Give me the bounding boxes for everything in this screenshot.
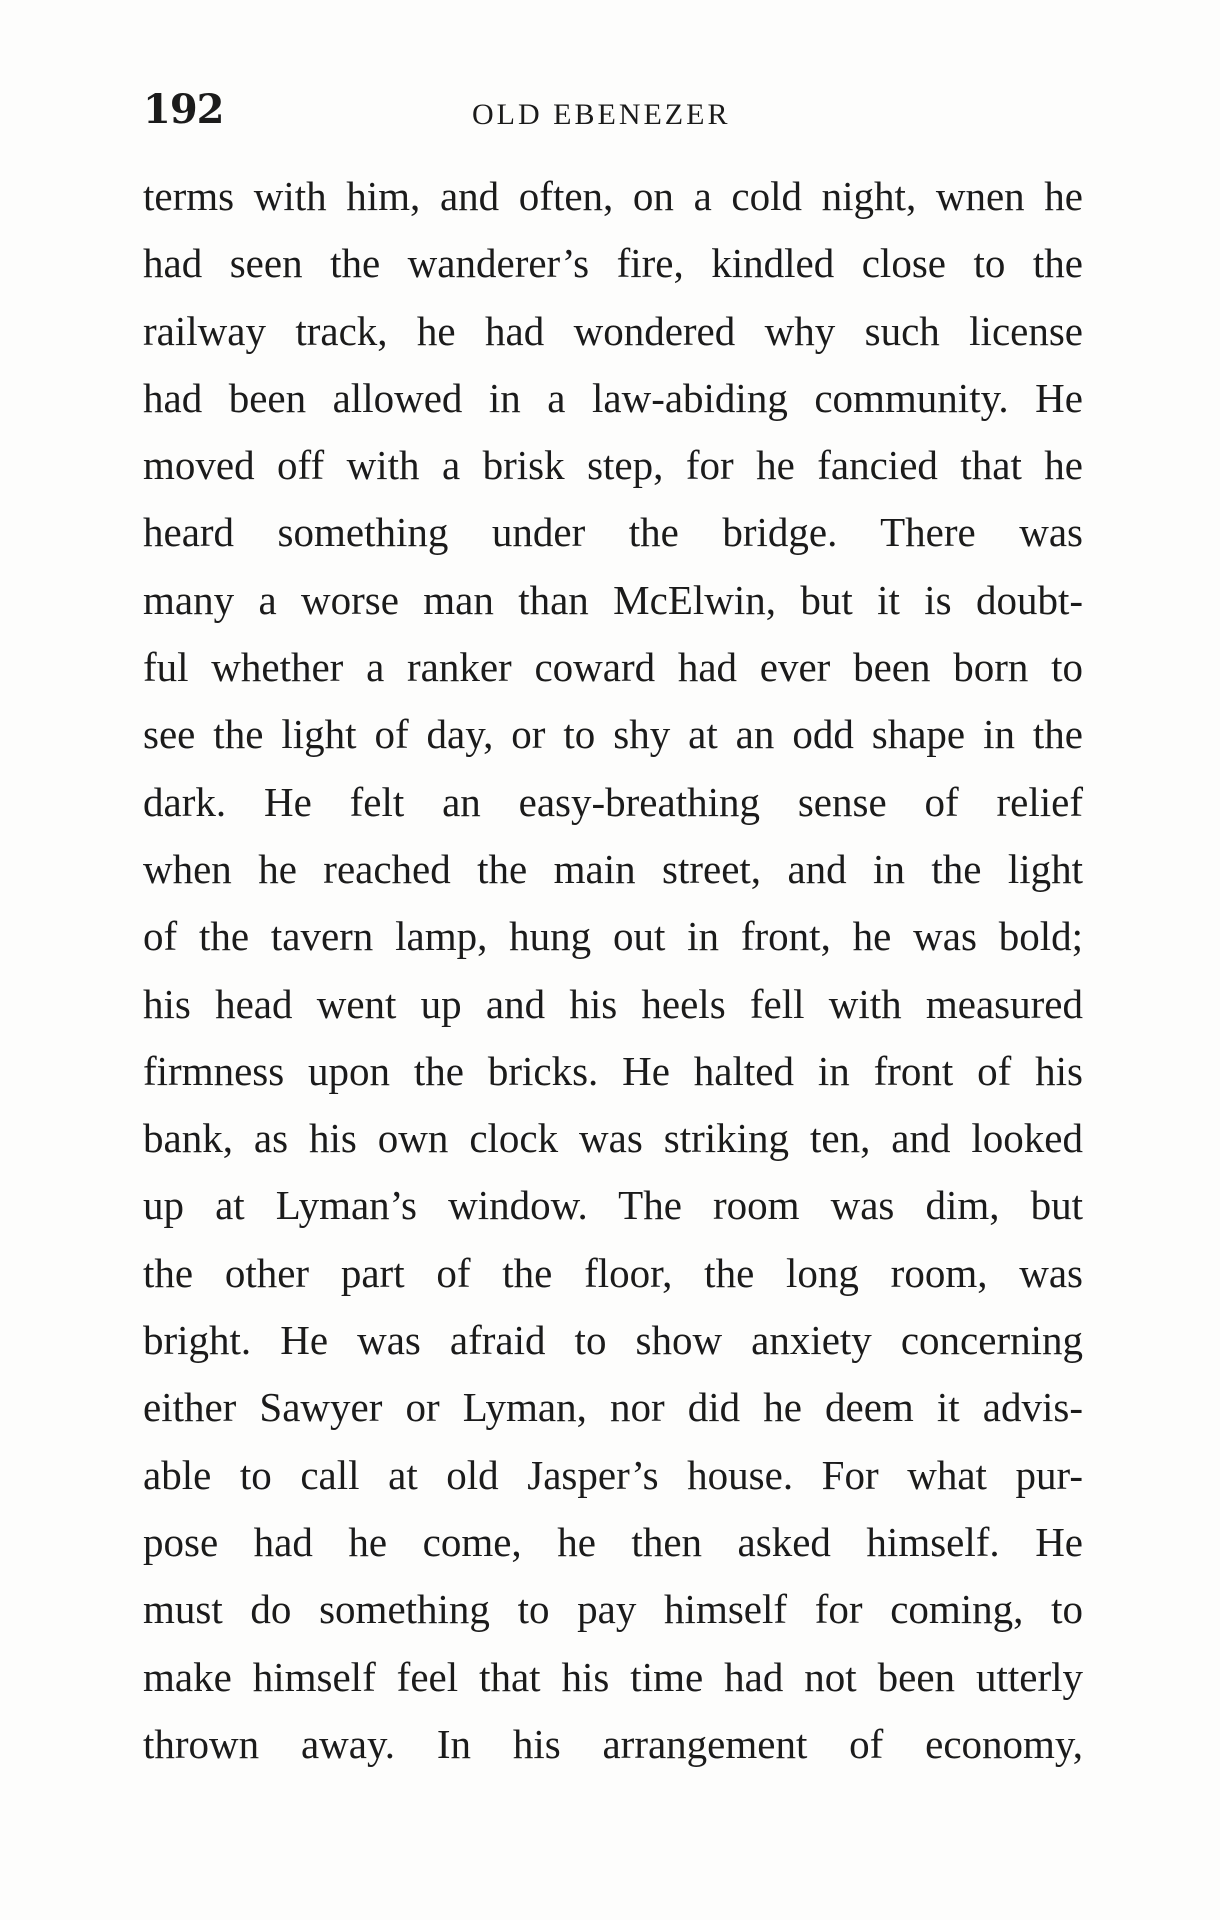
text-line: heard something under the bridge. There was (143, 509, 1083, 556)
page-header (0, 86, 1220, 146)
text-line: ful whether a ranker coward had ever been born to (143, 644, 1083, 691)
text-line: moved off with a brisk step, for he fancied that he (143, 442, 1083, 489)
text-line: bank, as his own clock was striking ten, and looked (143, 1115, 1083, 1162)
text-line: see the light of day, or to shy at an odd shape in the (143, 711, 1083, 758)
text-line: make himself feel that his time had not been utterly (143, 1653, 1083, 1700)
text-line: pose had he come, he then asked himself. He (143, 1518, 1083, 1565)
text-line: either Sawyer or Lyman, nor did he deem it advis- (143, 1384, 1083, 1431)
text-line: had seen the wanderer’s fire, kindled close to the (143, 240, 1083, 287)
text-line: terms with him, and often, on a cold night, wnen he (143, 173, 1083, 219)
text-line: able to call at old Jasper’s house. For what pur- (143, 1451, 1083, 1498)
page-number: 192 (143, 86, 224, 133)
running-head: OLD EBENEZER (472, 98, 731, 131)
text-line: up at Lyman’s window. The room was dim, but (143, 1182, 1083, 1229)
text-line: many a worse man than McElwin, but it is doubt- (143, 576, 1083, 623)
body-text (143, 163, 1083, 1778)
text-line: when he reached the main street, and in the light (143, 845, 1083, 892)
text-line: the other part of the floor, the long room, was (143, 1249, 1083, 1296)
text-line: must do something to pay himself for coming, to (143, 1586, 1083, 1633)
text-line: his head went up and his heels fell with measured (143, 980, 1083, 1027)
text-line: firmness upon the bricks. He halted in front of his (143, 1047, 1083, 1094)
text-line: bright. He was afraid to show anxiety concerning (143, 1317, 1083, 1364)
text-line: railway track, he had wondered why such license (143, 307, 1083, 354)
text-line: of the tavern lamp, hung out in front, he was bold; (143, 913, 1083, 960)
text-line: had been allowed in a law-abiding community. He (143, 374, 1083, 421)
text-line: dark. He felt an easy-breathing sense of relief (143, 778, 1083, 825)
text-line: thrown away. In his arrangement of economy, (143, 1720, 1083, 1767)
